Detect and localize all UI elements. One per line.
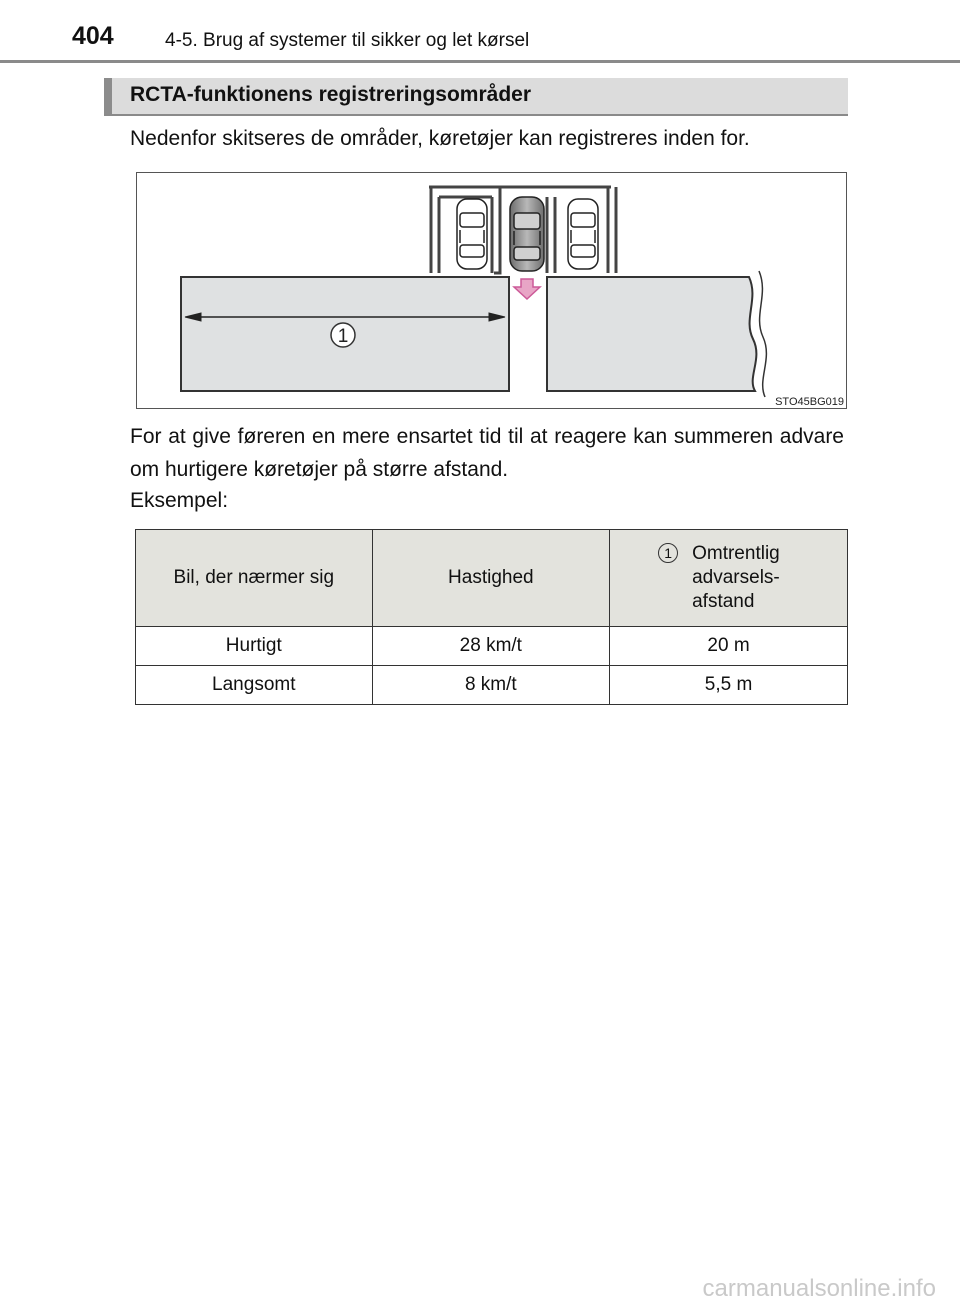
reverse-direction-arrow-icon — [514, 279, 540, 299]
header-rule — [0, 60, 960, 63]
table-row — [136, 666, 848, 705]
cell-speed: 8 km/t — [372, 666, 610, 705]
body-text: For at give føreren en mere ensartet tid til at reagere kan summeren advare om hurtigere køretøjer på større afstand. — [130, 425, 844, 481]
example-label: Eksempel: — [130, 489, 229, 512]
header-approx-distance-label: Omtrentlig advarsels-afstand — [692, 543, 780, 612]
header-approx-distance — [610, 530, 848, 627]
table-row — [136, 627, 848, 666]
table-header-row — [136, 530, 848, 627]
page-number: 404 — [72, 22, 114, 50]
parked-car-left-icon — [457, 199, 487, 269]
data-table — [135, 529, 848, 705]
section-heading-box — [104, 78, 848, 114]
cell-vehicle: Langsomt — [136, 666, 373, 705]
continuation-wave-line — [759, 271, 766, 397]
cell-vehicle: Hurtigt — [136, 627, 373, 666]
callout-number: 1 — [337, 326, 349, 347]
intro-text: Nedenfor skitseres de områder, køretøjer kan registreres inden for. — [130, 127, 750, 150]
warning-distance-table — [135, 529, 848, 705]
reversing-car-icon — [510, 197, 544, 271]
parked-car-right-icon — [568, 199, 598, 269]
chapter-title: 4-5. Brug af systemer til sikker og let kørsel — [165, 30, 530, 51]
detection-area-illustration — [136, 172, 847, 409]
section-underline — [104, 114, 848, 116]
figure-image-code: STO45BG019 — [775, 396, 844, 408]
detection-area-right — [547, 277, 756, 391]
callout-badge: 1 — [658, 543, 678, 563]
header-approaching-vehicle: Bil, der nærmer sig — [136, 530, 373, 627]
header-speed: Hastighed — [372, 530, 610, 627]
cell-distance: 5,5 m — [610, 666, 848, 705]
section-title: RCTA-funktionens registreringsområder — [130, 83, 531, 106]
detection-area-diagram — [137, 173, 848, 410]
cell-distance: 20 m — [610, 627, 848, 666]
footer-watermark: carmanualsonline.info — [702, 1275, 936, 1302]
cell-speed: 28 km/t — [372, 627, 610, 666]
